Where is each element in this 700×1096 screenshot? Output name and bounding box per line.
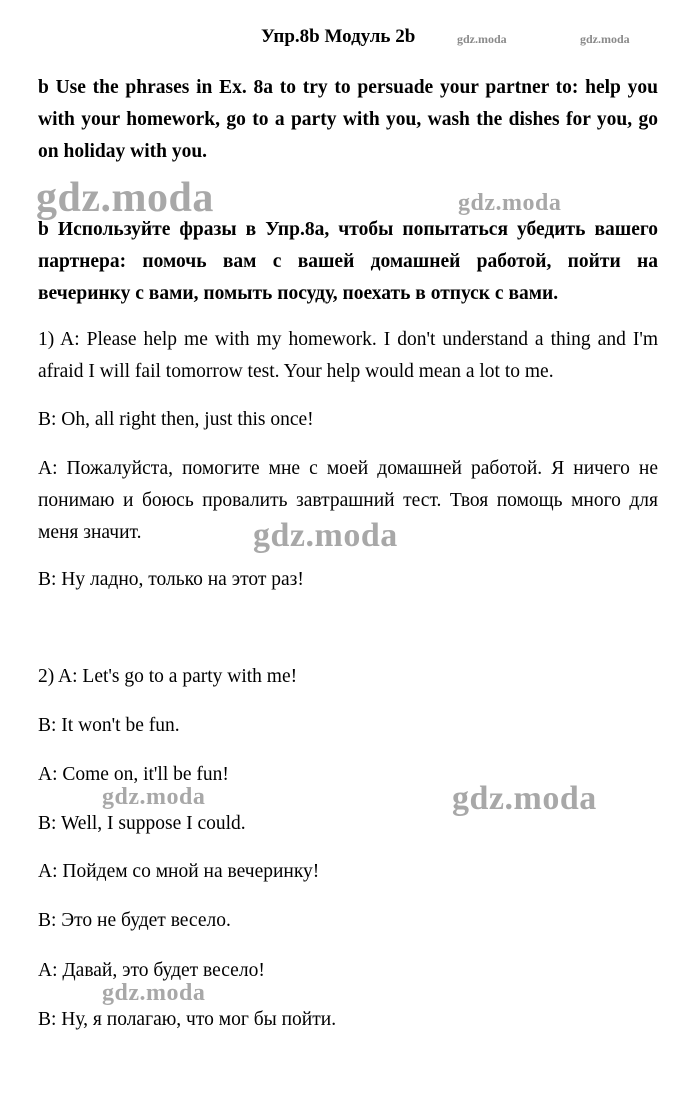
dialogue2-b2-english: B: Well, I suppose I could. [38,813,246,834]
header-watermark: gdz.moda [580,32,630,46]
dialogue1-b-russian: B: Ну ладно, только на этот раз! [38,569,304,590]
watermark: gdz.moda [253,517,398,554]
dialogue1-a-russian: A: Пожалуйста, помогите мне с моей домашней работой. Я ничего не понимаю и боюсь провалить завтрашний тест. Твоя помощь много для меня значит. [38,458,658,543]
dialogue2-b1-english: B: It won't be fun. [38,715,180,736]
dialogue2-b2-russian: B: Ну, я полагаю, что мог бы пойти. [38,1009,337,1030]
watermark: gdz.moda [452,780,597,817]
dialogue2-b1-russian: B: Это не будет весело. [38,910,231,931]
dialogue1-b-english: B: Oh, all right then, just this once! [38,409,314,430]
watermark: gdz.moda [102,784,206,810]
dialogue2-a2-russian: A: Давай, это будет весело! [38,960,265,981]
dialogue1-a-english: 1) A: Please help me with my homework. I don't understand a thing and I'm afraid I will fail tomorrow test. Your help would mean a lot to me. [38,329,658,382]
watermark: gdz.moda [102,980,206,1006]
dialogue2-a1-english: 2) A: Let's go to a party with me! [38,666,298,687]
dialogue2-a2-english: A: Come on, it'll be fun! [38,764,229,785]
task-english: b Use the phrases in Ex. 8a to try to persuade your partner to: help you with your homework, go to a party with you, wash the dishes for you, go on holiday with you. [38,77,658,162]
header-watermark: gdz.moda [457,32,507,46]
watermark: gdz.moda [458,190,562,216]
task-russian: b Используйте фразы в Упр.8а, чтобы попытаться убедить вашего партнера: помочь вам с вашей домашней работой, пойти на вечеринку с вами, помыть посуду, поехать в отпуск с вами. [38,219,658,304]
dialogue2-a1-russian: A: Пойдем со мной на вечеринку! [38,861,320,882]
page-title: Упр.8b Модуль 2b [261,26,416,47]
watermark: gdz.moda [36,175,214,221]
